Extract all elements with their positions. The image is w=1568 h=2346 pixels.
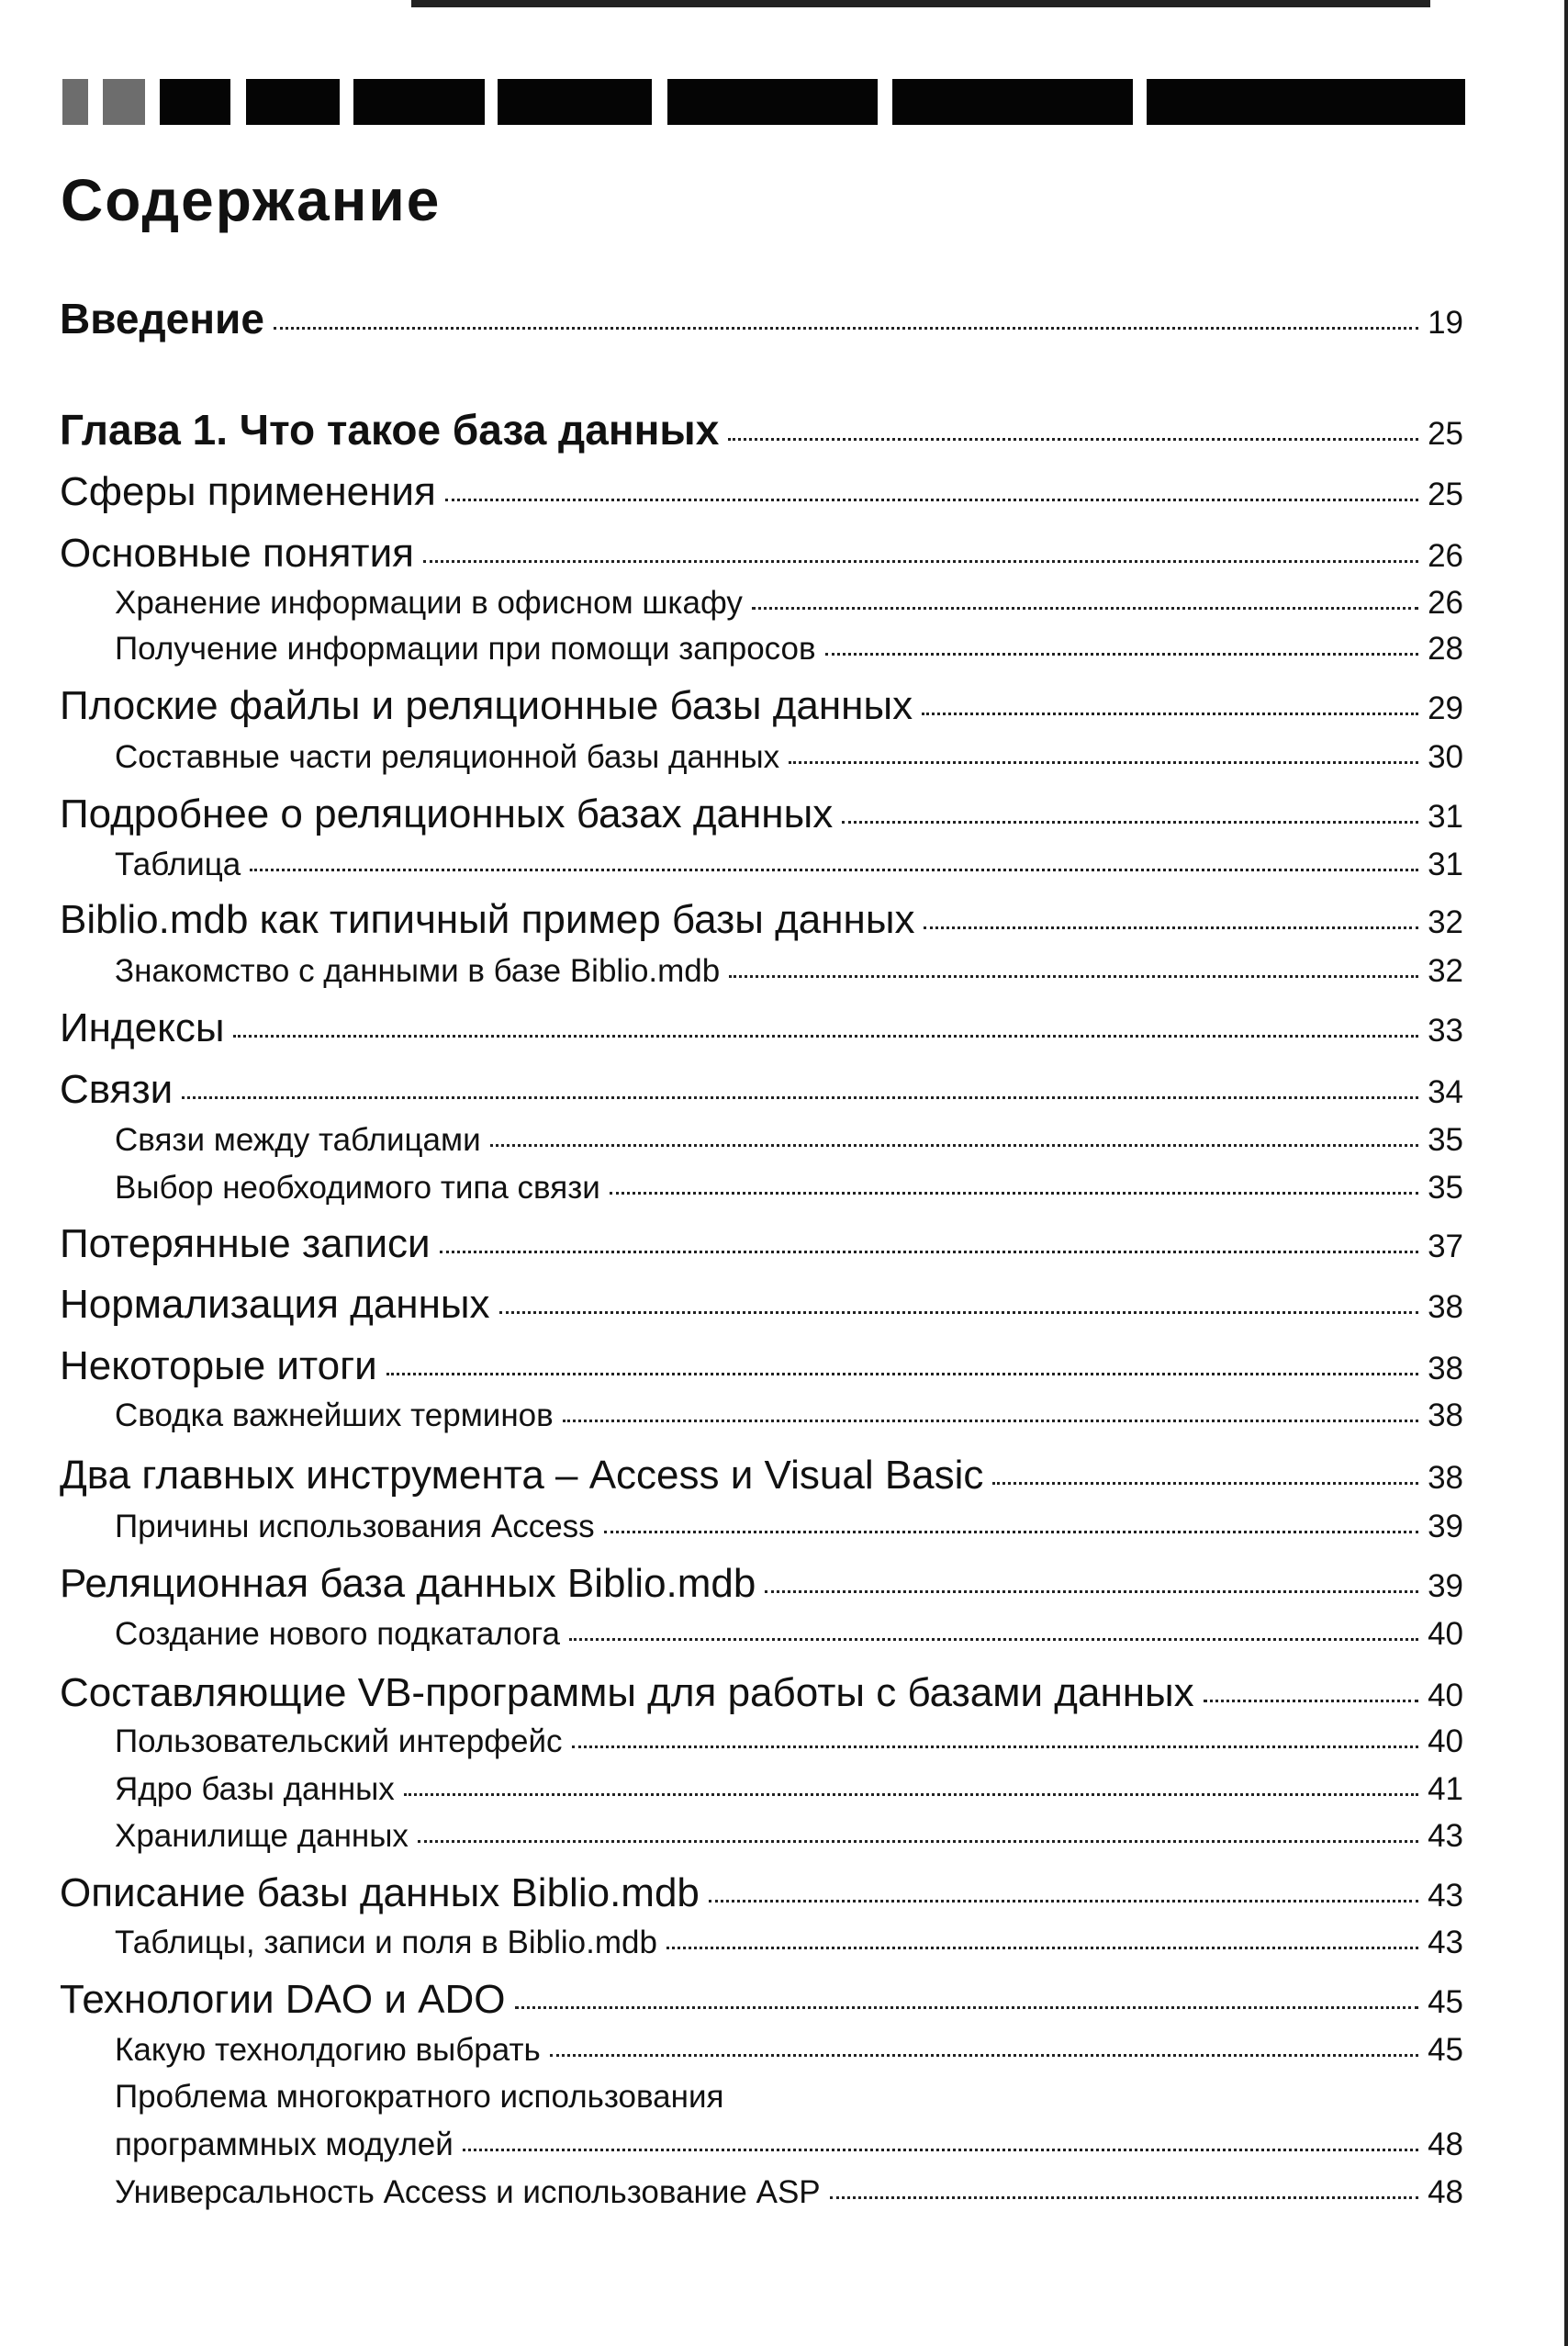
toc-entry[interactable] <box>115 737 1463 778</box>
dot-leader <box>709 1900 1418 1903</box>
toc-entry-label: Подробнее о реляционных базах данных <box>60 791 834 836</box>
toc-entry-label: Индексы <box>60 1005 225 1050</box>
dot-leader <box>924 926 1418 929</box>
toc-entry[interactable] <box>60 1667 1463 1722</box>
toc-entry[interactable] <box>60 680 1463 735</box>
toc-entry-page: 32 <box>1428 953 1463 989</box>
toc-entry-label: Хранилище данных <box>115 1818 409 1854</box>
toc-entry[interactable] <box>60 894 1463 949</box>
toc-entry-label: Глава 1. Что такое база данных <box>60 406 720 454</box>
toc-entry-page: 37 <box>1428 1229 1463 1264</box>
header-bar-block <box>103 79 145 125</box>
dot-leader <box>729 975 1418 978</box>
toc-entry-label: Описание базы данных Biblio.mdb <box>60 1870 700 1915</box>
toc-entry[interactable] <box>60 789 1463 843</box>
toc-entry[interactable] <box>60 528 1463 582</box>
toc-entry[interactable] <box>115 1614 1463 1655</box>
dot-leader <box>550 2054 1418 2057</box>
toc-entry-label: Пользовательский интерфейс <box>115 1723 563 1759</box>
toc-entry-label: Ядро базы данных <box>115 1771 395 1807</box>
toc-entry-label: Выбор необходимого типа связи <box>115 1170 600 1206</box>
toc-entry[interactable] <box>115 2030 1463 2071</box>
dot-leader <box>386 1373 1418 1375</box>
dot-leader <box>490 1144 1418 1147</box>
toc-entry-label: Некоторые итоги <box>60 1343 377 1388</box>
toc-entry[interactable] <box>60 404 1463 460</box>
dot-leader <box>666 1947 1418 1949</box>
toc-entry[interactable] <box>115 2172 1463 2213</box>
toc-entry-label: Какую технолдогию выбрать <box>115 2032 541 2068</box>
toc-entry-label: Сферы применения <box>60 469 436 514</box>
header-bar-block <box>62 79 88 125</box>
toc-entry-label: программных модулей <box>115 2127 454 2162</box>
toc-entry-page: 32 <box>1428 904 1463 940</box>
toc-entry[interactable] <box>60 1064 1463 1118</box>
dot-leader <box>572 1745 1419 1748</box>
header-bar-block <box>160 79 230 125</box>
toc-entry-page: 38 <box>1428 1351 1463 1386</box>
toc-entry[interactable] <box>115 1816 1463 1857</box>
dot-leader <box>752 607 1418 610</box>
toc-entry-label: Biblio.mdb как типичный пример базы данных <box>60 897 915 942</box>
toc-entry[interactable] <box>60 1974 1463 2028</box>
toc-entry-page: 19 <box>1428 305 1463 341</box>
header-bar-block <box>353 79 485 125</box>
header-bar-block <box>892 79 1133 125</box>
toc-entry-page: 45 <box>1428 2032 1463 2068</box>
toc-entry[interactable] <box>115 629 1463 669</box>
toc-entry-page: 40 <box>1428 1723 1463 1759</box>
toc-entry-page: 30 <box>1428 739 1463 775</box>
toc-entry-page: 34 <box>1428 1074 1463 1110</box>
dot-leader <box>440 1251 1418 1253</box>
dot-leader <box>233 1035 1418 1038</box>
dot-leader <box>1204 1700 1418 1702</box>
page-title: Содержание <box>61 167 442 233</box>
toc-entry[interactable] <box>115 1396 1463 1436</box>
toc-entry-label: Универсальность Access и использование ASP <box>115 2174 821 2210</box>
toc-entry[interactable] <box>115 2077 1463 2117</box>
page-right-edge <box>1564 0 1568 2346</box>
toc-entry-label: Составляющие VB-программы для работы с базами данных <box>60 1670 1194 1715</box>
toc-entry-label: Сводка важнейших терминов <box>115 1397 554 1433</box>
page-top-edge <box>411 0 1430 7</box>
dot-leader <box>830 2196 1418 2199</box>
toc-entry[interactable] <box>115 2125 1463 2165</box>
toc-entry-label: Таблицы, записи и поля в Biblio.mdb <box>115 1925 657 1960</box>
toc-entry-page: 40 <box>1428 1678 1463 1713</box>
dot-leader <box>789 761 1418 764</box>
header-bar-block <box>498 79 652 125</box>
dot-leader <box>825 653 1418 656</box>
toc-entry[interactable] <box>115 845 1463 885</box>
dot-leader <box>610 1192 1418 1195</box>
dot-leader <box>182 1096 1418 1099</box>
toc-entry-label: Связи между таблицами <box>115 1122 481 1158</box>
toc-entry[interactable] <box>60 1003 1463 1057</box>
toc-entry-page: 29 <box>1428 690 1463 726</box>
toc-entry[interactable] <box>60 1558 1463 1612</box>
toc-entry[interactable] <box>60 1279 1463 1333</box>
dot-leader <box>445 499 1418 501</box>
toc-entry-page: 26 <box>1428 538 1463 574</box>
toc-entry-label: Получение информации при помощи запросов <box>115 631 816 667</box>
toc-entry-page: 39 <box>1428 1509 1463 1544</box>
dot-leader <box>418 1840 1418 1843</box>
toc-entry[interactable] <box>115 1923 1463 1963</box>
toc-entry-page: 41 <box>1428 1771 1463 1807</box>
toc-entry-label: Потерянные записи <box>60 1221 431 1266</box>
toc-entry[interactable] <box>60 293 1463 349</box>
toc-entry-label: Составные части реляционной базы данных <box>115 739 780 775</box>
toc-entry-page: 28 <box>1428 631 1463 667</box>
toc-entry-label: Основные понятия <box>60 531 414 576</box>
toc-entry-page: 26 <box>1428 585 1463 621</box>
toc-entry-page: 25 <box>1428 416 1463 452</box>
toc-entry-label: Плоские файлы и реляционные базы данных <box>60 683 913 728</box>
dot-leader <box>274 327 1418 330</box>
header-bar-block <box>1147 79 1465 125</box>
dot-leader <box>569 1638 1418 1641</box>
toc-entry-page: 43 <box>1428 1925 1463 1960</box>
dot-leader <box>922 713 1418 715</box>
toc-entry-label: Знакомство с данными в базе Biblio.mdb <box>115 953 721 989</box>
toc-entry-page: 35 <box>1428 1170 1463 1206</box>
dot-leader <box>604 1531 1418 1533</box>
toc-entry-page: 45 <box>1428 1984 1463 2020</box>
toc-entry-page: 48 <box>1428 2174 1463 2210</box>
dot-leader <box>765 1590 1418 1593</box>
toc-entry-page: 38 <box>1428 1397 1463 1433</box>
toc-entry-label: Реляционная база данных Biblio.mdb <box>60 1561 756 1606</box>
toc-entry-page: 31 <box>1428 847 1463 882</box>
header-bar-block <box>667 79 878 125</box>
toc-entry-page: 39 <box>1428 1568 1463 1604</box>
dot-leader <box>423 560 1418 563</box>
toc-entry[interactable] <box>115 583 1463 623</box>
toc-entry-label: Таблица <box>115 847 241 882</box>
dot-leader <box>992 1482 1418 1485</box>
dot-leader <box>728 438 1418 441</box>
toc-entry[interactable] <box>115 1769 1463 1810</box>
toc-entry-page: 25 <box>1428 477 1463 512</box>
dot-leader <box>515 2006 1419 2009</box>
toc-entry-label: Причины использования Access <box>115 1509 595 1544</box>
toc-entry[interactable] <box>115 951 1463 992</box>
toc-entry[interactable] <box>60 1450 1463 1504</box>
toc-entry[interactable] <box>115 1120 1463 1161</box>
dot-leader <box>250 869 1418 871</box>
toc-entry[interactable] <box>115 1722 1463 1762</box>
toc-entry-label: Хранение информации в офисном шкафу <box>115 585 743 621</box>
toc-entry-page: 43 <box>1428 1878 1463 1914</box>
toc-entry-label: Проблема многократного использования <box>115 2079 724 2115</box>
toc-entry[interactable] <box>60 1868 1463 1922</box>
toc-entry-label: Нормализация данных <box>60 1282 490 1327</box>
toc-entry-label: Введение <box>60 295 264 342</box>
dot-leader <box>563 1420 1418 1422</box>
dot-leader <box>842 821 1418 824</box>
toc-entry-label: Технологии DAO и ADO <box>60 1977 506 2022</box>
toc-entry-page: 33 <box>1428 1013 1463 1049</box>
toc-entry[interactable] <box>60 1341 1463 1395</box>
toc-entry[interactable] <box>60 466 1463 521</box>
toc-entry-page: 38 <box>1428 1289 1463 1325</box>
dot-leader <box>499 1311 1419 1314</box>
toc-entry-page: 35 <box>1428 1122 1463 1158</box>
dot-leader <box>463 2149 1418 2151</box>
toc-entry[interactable] <box>60 1218 1463 1273</box>
toc-entry-page: 38 <box>1428 1460 1463 1496</box>
toc-entry[interactable] <box>115 1168 1463 1208</box>
toc-entry-page: 48 <box>1428 2127 1463 2162</box>
toc-entry-label: Два главных инструмента – Access и Visual Basic <box>60 1453 984 1498</box>
toc-entry-page: 31 <box>1428 799 1463 835</box>
dot-leader <box>404 1793 1418 1796</box>
toc-entry-label: Связи <box>60 1067 174 1112</box>
toc-entry-label: Создание нового подкаталога <box>115 1616 560 1652</box>
toc-entry-page: 43 <box>1428 1818 1463 1854</box>
toc-entry[interactable] <box>115 1507 1463 1547</box>
toc-entry-page: 40 <box>1428 1616 1463 1652</box>
header-bar-block <box>246 79 340 125</box>
